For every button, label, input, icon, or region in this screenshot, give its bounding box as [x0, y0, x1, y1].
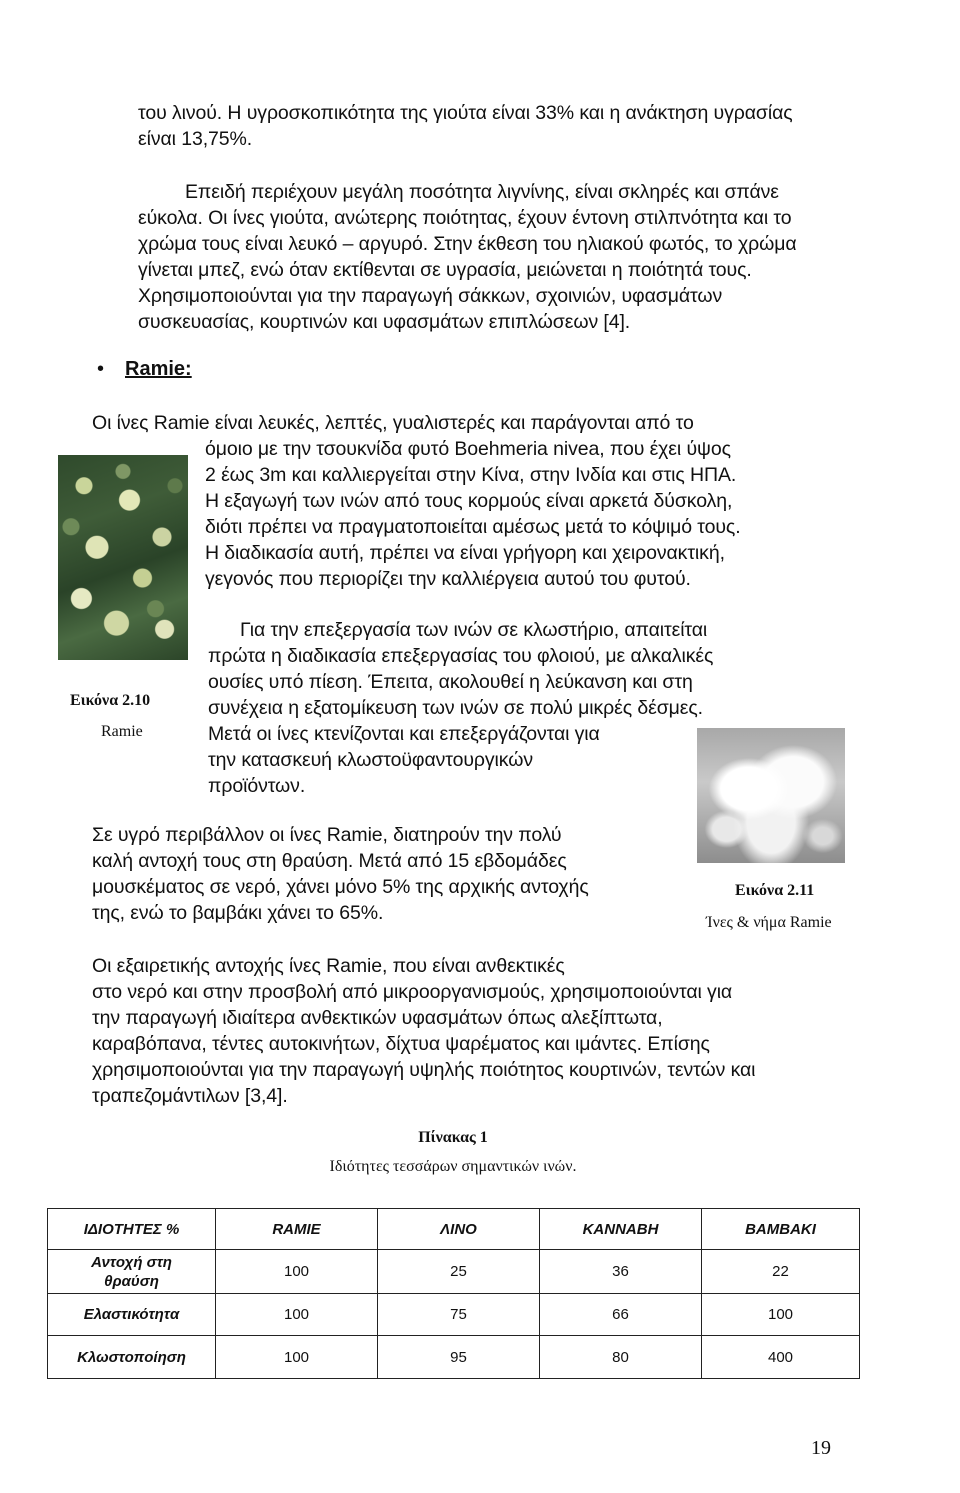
text-line: Οι εξαιρετικής αντοχής ίνες Ramie, που είναι ανθεκτικές	[92, 955, 565, 977]
text-line: Οι ίνες Ramie είναι λευκές, λεπτές, γυαλιστερές και παράγονται από το	[92, 412, 694, 434]
column-header: ΒΑΜΒΑΚΙ	[702, 1209, 860, 1250]
table-cell: 75	[378, 1294, 540, 1336]
bullet-icon: •	[97, 358, 105, 380]
table-cell: 100	[702, 1294, 860, 1336]
page-number: 19	[811, 1437, 831, 1459]
text-line: ουσίες υπό πίεση. Έπειτα, ακολουθεί η λεύκανση και στη	[208, 671, 693, 693]
text-line: Σε υγρό περιβάλλον οι ίνες Ramie, διατηρούν την πολύ	[92, 824, 562, 846]
text-line: προϊόντων.	[208, 775, 306, 797]
text-line: συνέχεια η εξατομίκευση των ινών σε πολύ μικρές δέσμες.	[208, 697, 703, 719]
column-header: RAMIE	[216, 1209, 378, 1250]
text-line: είναι 13,75%.	[138, 128, 253, 150]
text-line: Χρησιμοποιούνται για την παραγωγή σάκκων, σχοινιών, υφασμάτων	[138, 285, 723, 307]
text-line: καλή αντοχή τους στη θραύση. Μετά από 15 εβδομάδες	[92, 850, 567, 872]
text-line: γίνεται μπεζ, ενώ όταν εκτίθενται σε υγρασία, μειώνεται η ποιότητά τους.	[138, 259, 752, 281]
table-title: Πίνακας 1	[418, 1129, 488, 1146]
row-label-line: θραύση	[104, 1272, 159, 1290]
text-line: εύκολα. Οι ίνες γιούτα, ανώτερης ποιότητας, έχουν έντονη στιλπνότητα και το	[138, 207, 792, 229]
text-line: χρώμα τους είναι λευκό – αργυρό. Στην έκθεση του ηλιακού φωτός, το χρώμα	[138, 233, 797, 255]
table-header-row	[48, 1209, 860, 1250]
row-label: Ελαστικότητα	[48, 1294, 216, 1336]
text-line: την παραγωγή ιδιαίτερα ανθεκτικών υφασμάτων όπως αλεξίπτωτα,	[92, 1007, 663, 1029]
column-header: ΙΔΙΟΤΗΤΕΣ %	[48, 1209, 216, 1250]
table-cell: 66	[540, 1294, 702, 1336]
text-line: 2 έως 3m και καλλιεργείται στην Κίνα, στην Ινδία και στις ΗΠΑ.	[205, 464, 737, 486]
text-line: όμοιο με την τσουκνίδα φυτό Boehmeria nivea, που έχει ύψος	[205, 438, 731, 460]
text-line: του λινού. Η υγροσκοπικότητα της γιούτα είναι 33% και η ανάκτηση υγρασίας	[138, 102, 793, 124]
table-cell: 100	[216, 1336, 378, 1379]
ramie-plant-image	[58, 455, 188, 660]
properties-table	[47, 1208, 860, 1379]
row-label-line: Αντοχή στη	[91, 1253, 172, 1271]
text-line: συσκευασίας, κουρτινών και υφασμάτων επιπλώσεων [4].	[138, 311, 631, 333]
row-label: Κλωστοποίηση	[48, 1336, 216, 1379]
text-line: γεγονός που περιορίζει την καλλιέργεια αυτού του φυτού.	[205, 568, 691, 590]
table-cell: 80	[540, 1336, 702, 1379]
figure-title: Εικόνα 2.11	[735, 882, 815, 899]
text-line: μουσκέματος σε νερό, χάνει μόνο 5% της αρχικής αντοχής	[92, 876, 589, 898]
text-line: της, ενώ το βαμβάκι χάνει το 65%.	[92, 902, 384, 924]
table-cell: 22	[702, 1250, 860, 1294]
text-line: την κατασκευή κλωστοϋφαντουργικών	[208, 749, 533, 771]
text-line: Μετά οι ίνες κτενίζονται και επεξεργάζονται για	[208, 723, 600, 745]
text-line: καραβόπανα, τέντες αυτοκινήτων, δίχτυα ψαρέματος και ιμάντες. Επίσης	[92, 1033, 710, 1055]
table-row	[48, 1294, 860, 1336]
text-line: διότι πρέπει να πραγματοποιείται αμέσως μετά το κόψιμό τους.	[205, 516, 741, 538]
ramie-fiber-image	[697, 728, 845, 863]
table-cell: 400	[702, 1336, 860, 1379]
figure-title: Εικόνα 2.10	[70, 692, 151, 709]
text-line: Η εξαγωγή των ινών από τους κορμούς είναι αρκετά δύσκολη,	[205, 490, 733, 512]
text-line: χρησιμοποιούνται για την παραγωγή υψηλής ποιότητος κουρτινών, τεντών και	[92, 1059, 756, 1081]
figure-caption: Ίνες & νήμα Ramie	[706, 914, 832, 931]
figure-caption: Ramie	[101, 723, 143, 740]
column-header: ΚΑΝΝΑΒΗ	[540, 1209, 702, 1250]
table-cell: 36	[540, 1250, 702, 1294]
column-header: ΛΙΝΟ	[378, 1209, 540, 1250]
table-subtitle: Ιδιότητες τεσσάρων σημαντικών ινών.	[329, 1158, 577, 1175]
table-cell: 95	[378, 1336, 540, 1379]
text-line: Η διαδικασία αυτή, πρέπει να είναι γρήγορη και χειρονακτική,	[205, 542, 725, 564]
section-heading-ramie: Ramie:	[125, 358, 192, 380]
table-row	[48, 1250, 860, 1294]
table-row	[48, 1336, 860, 1379]
row-label	[48, 1250, 216, 1294]
text-line: Επειδή περιέχουν μεγάλη ποσότητα λιγνίνης, είναι σκληρές και σπάνε	[185, 181, 779, 203]
table-cell: 100	[216, 1250, 378, 1294]
text-line: τραπεζομάντιλων [3,4].	[92, 1085, 288, 1107]
table-cell: 25	[378, 1250, 540, 1294]
text-line: Για την επεξεργασία των ινών σε κλωστήριο, απαιτείται	[240, 619, 708, 641]
table-cell: 100	[216, 1294, 378, 1336]
text-line: στο νερό και στην προσβολή από μικροοργανισμούς, χρησιμοποιούνται για	[92, 981, 733, 1003]
text-line: πρώτα η διαδικασία επεξεργασίας του φλοιού, με αλκαλικές	[208, 645, 714, 667]
